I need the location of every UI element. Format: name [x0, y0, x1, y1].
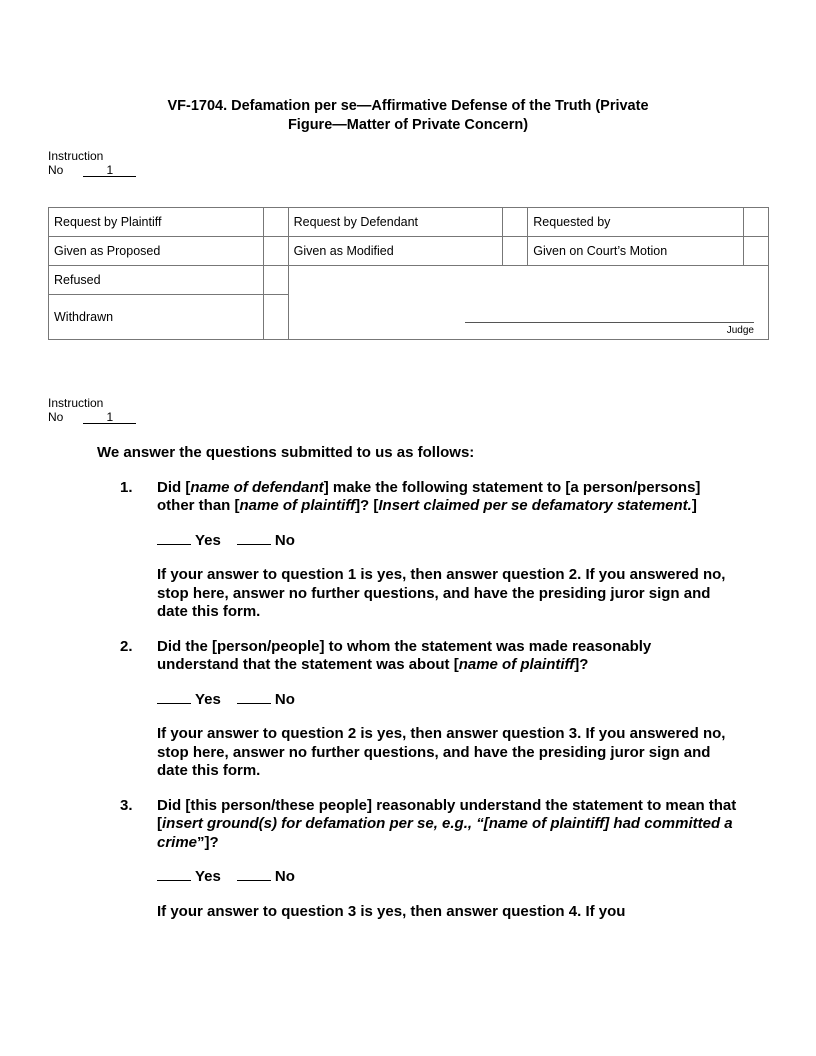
question-text: Did the [person/people] to whom the statement was made reasonably understand that the statement was about [name of plaintiff]? — [157, 637, 652, 673]
intro-text: We answer the questions submitted to us as follows: — [97, 444, 475, 461]
request-by-defendant-label: Request by Defendant — [288, 208, 503, 237]
instruction-no-value: 1 — [83, 411, 136, 424]
no-label: No — [274, 531, 295, 549]
yes-label: Yes — [195, 690, 221, 708]
instruction-no-value: 1 — [83, 164, 136, 177]
yes-label: Yes — [195, 531, 221, 549]
question-number: 3. — [120, 796, 133, 814]
yes-no-answer-2 — [157, 691, 737, 710]
given-as-proposed-label: Given as Proposed — [49, 237, 264, 266]
no-blank[interactable] — [237, 868, 271, 881]
yes-blank[interactable] — [157, 532, 191, 545]
yes-blank[interactable] — [157, 691, 191, 704]
judge-label: Judge — [726, 325, 754, 336]
no-label: No — [274, 690, 295, 708]
question-text: Did [name of defendant] make the following statement to [a person/persons] other than [name of plaintiff]? [Insert claimed per se defamatory statement.] — [157, 478, 701, 514]
question-number: 2. — [120, 637, 133, 655]
question-2 — [97, 638, 737, 675]
no-label: No — [274, 868, 295, 885]
given-on-courts-motion-box[interactable] — [744, 237, 769, 266]
instruction-label: Instruction — [48, 396, 104, 410]
given-as-modified-box[interactable] — [503, 237, 528, 266]
refused-box[interactable] — [263, 266, 288, 295]
yes-label: Yes — [195, 868, 221, 885]
question-2-instruction: If your answer to question 2 is yes, then answer question 3. If you answered no, stop here, answer no further questions, and have the presiding juror sign and date this form. — [157, 725, 726, 779]
request-by-plaintiff-label: Request by Plaintiff — [49, 208, 264, 237]
form-title-line-1: VF-1704. Defamation per se—Affirmative Defense of the Truth (Private — [167, 98, 649, 114]
question-3-instruction: If your answer to question 3 is yes, then answer question 4. If you — [157, 902, 626, 920]
question-1 — [97, 479, 737, 516]
given-as-proposed-box[interactable] — [263, 237, 288, 266]
judge-signature-area — [288, 266, 768, 340]
requested-by-label: Requested by — [528, 208, 744, 237]
instruction-label: Instruction — [48, 149, 104, 163]
given-on-courts-motion-label: Given on Court’s Motion — [528, 237, 744, 266]
yes-no-answer-3 — [157, 868, 737, 887]
instruction-number-block-1 — [48, 149, 136, 177]
yes-no-answer-1 — [157, 532, 737, 551]
no-blank[interactable] — [237, 691, 271, 704]
withdrawn-label: Withdrawn — [49, 295, 264, 340]
instruction-no-label: No — [48, 163, 64, 177]
instruction-number-block-2 — [48, 396, 136, 424]
request-by-plaintiff-box[interactable] — [263, 208, 288, 237]
question-number: 1. — [120, 478, 133, 496]
verdict-form-body — [97, 444, 737, 937]
question-1-instruction: If your answer to question 1 is yes, then answer question 2. If you answered no, stop here, answer no further questions, and have the presiding juror sign and date this form. — [157, 566, 726, 620]
question-3 — [97, 797, 737, 853]
request-table — [48, 207, 769, 340]
request-by-defendant-box[interactable] — [503, 208, 528, 237]
withdrawn-box[interactable] — [263, 295, 288, 340]
no-blank[interactable] — [237, 532, 271, 545]
refused-label: Refused — [49, 266, 264, 295]
form-title-line-2: Figure—Matter of Private Concern) — [287, 117, 529, 133]
yes-blank[interactable] — [157, 868, 191, 881]
instruction-no-label: No — [48, 410, 64, 424]
judge-signature-line[interactable] — [465, 322, 754, 323]
form-title — [100, 97, 716, 135]
given-as-modified-label: Given as Modified — [288, 237, 503, 266]
requested-by-box[interactable] — [744, 208, 769, 237]
question-text: Did [this person/these people] reasonably understand the statement to mean that [insert ground(s) for defamation per se, e.g., “[name of plaintiff] had committed a crime”]? — [157, 796, 737, 851]
